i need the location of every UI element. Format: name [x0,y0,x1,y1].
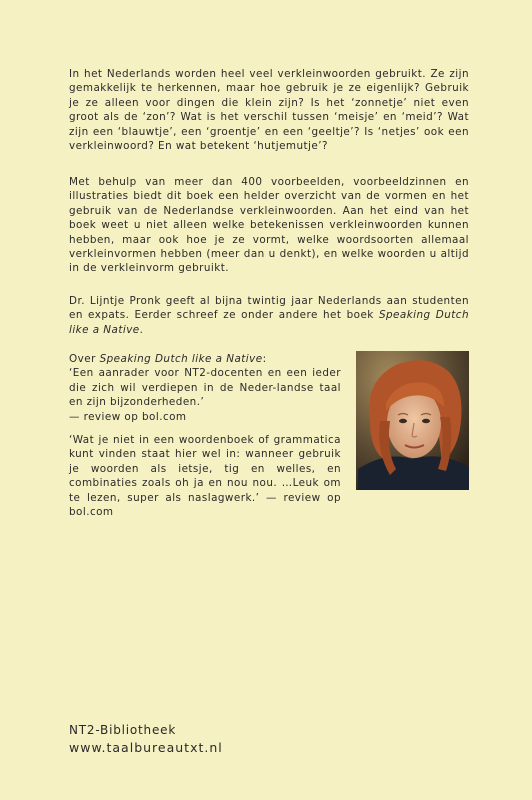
author-bio-text: Dr. Lijntje Pronk geeft al bijna twintig jaar Nederlands aan studenten en expats. Eerder schreef ze onder andere het boek [69,295,469,322]
review-quote-1-source: — review op bol.com [69,410,187,423]
review-quote-2-text: ‘Wat je niet in een woordenboek of grammatica kunt vinden staat hier wel in: wanneer gebruik je woorden als ietsje, tig en welles, en combinaties zoals oh ja en nou nou. …Leuk om te lezen, super als naslagwerk.’ — review op bol.com [69,434,341,519]
description-paragraph [69,175,469,276]
review-intro-title: Speaking Dutch like a Native [99,353,263,365]
review-quote-1 [69,352,341,424]
review-intro-suffix: : [262,353,267,365]
intro-paragraph-text: In het Nederlands worden heel veel verkleinwoorden gebruikt. Ze zijn gemakkelijk te herkennen, maar hoe gebruik je ze eigenlijk? Gebruik je ze alleen voor dingen die klein zijn? Is het ‘zonnetje’ niet even groot als de ‘zon’? Wat is het verschil tussen ‘meisje’ en ‘meid’? Wat zijn een ‘blauwtje’, een ‘groentje’ en een ‘geeltje’? Is ‘netjes’ ook een verkleinwoord? En wat betekent ‘hutjemutje’? [69,68,469,153]
review-quote-2 [69,433,341,519]
author-bio-paragraph [69,294,469,337]
description-paragraph-text: Met behulp van meer dan 400 voorbeelden, voorbeeldzinnen en illustraties biedt dit boek een helder overzicht van de vormen en het gebruik van de Nederlandse verkleinwoorden. Aan het eind van het boek weet u niet alleen welke betekenissen verkleinwoorden kunnen hebben, maar ook hoe je ze vormt, welke woordsoorten allemaal verkleinvormen hebben (meer dan u denkt), en welke woorden u altijd in de verkleinvorm gebruikt. [69,176,469,275]
previous-book-title: Speaking Dutch like a Native [69,309,469,336]
review-intro-prefix: Over [69,353,96,365]
author-photo-illustration [356,351,469,490]
footer [69,722,223,756]
review-intro [69,352,341,366]
series-name: NT2-Bibliotheek [69,723,177,737]
intro-paragraph [69,67,469,153]
author-photo [356,351,469,490]
author-bio-suffix: . [139,323,144,336]
review-quote-1-text: ‘Een aanrader voor NT2-docenten en een ieder die zich wil verdiepen in de Neder-landse taal en zijn bijzonderheden.’ [69,367,341,409]
publisher-url[interactable]: www.taalbureautxt.nl [69,740,223,755]
